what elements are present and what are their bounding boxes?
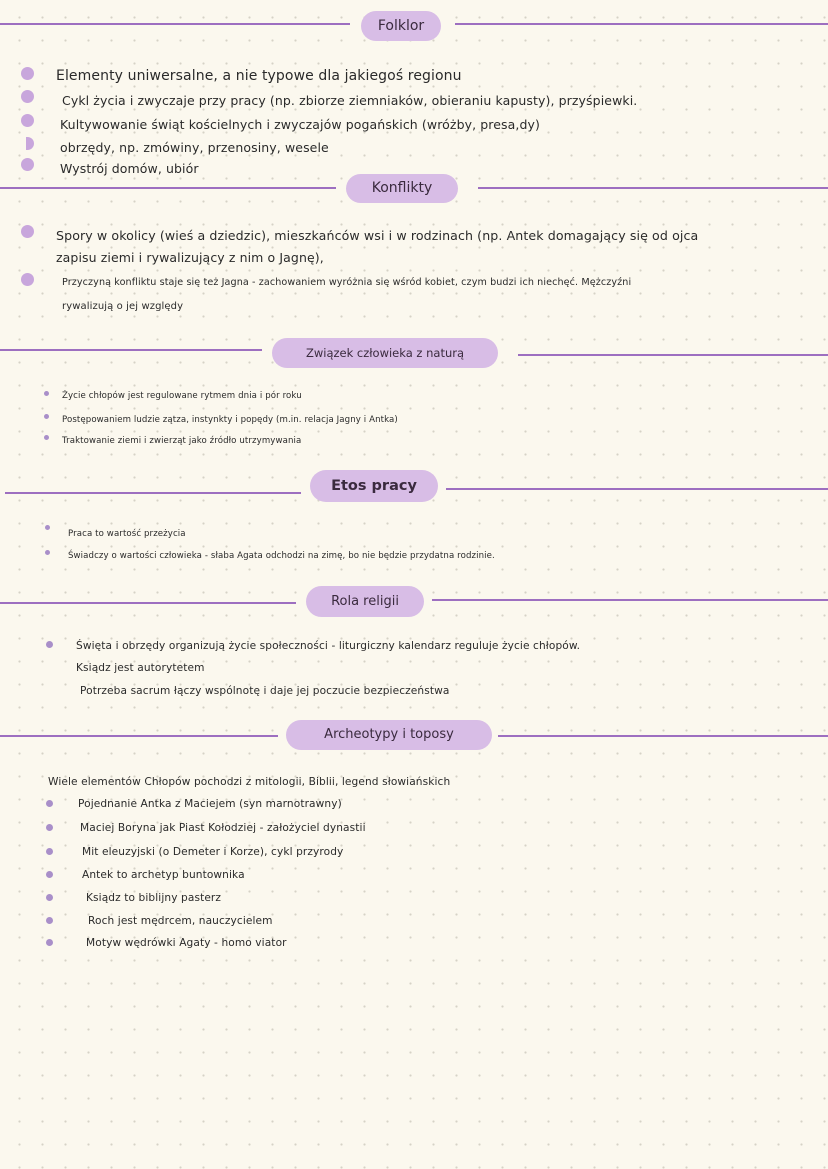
- bullet-dot: [45, 550, 50, 555]
- list-item: Maciej Boryna jak Piast Kołodziej - założyciel dynastii: [80, 822, 366, 834]
- list-item: obrzędy, np. zmówiny, przenosiny, wesele: [60, 140, 329, 155]
- bullet-dot: [46, 871, 53, 878]
- section-zwiazek-z-natura: [0, 335, 828, 455]
- bullet-dot: [21, 114, 34, 127]
- section-rule-left: [0, 23, 350, 25]
- list-item: Ksiądz to biblijny pasterz: [86, 892, 222, 904]
- section-folklor: [0, 0, 828, 180]
- bullet-dot: [21, 67, 34, 80]
- section-title: Związek człowieka z naturą: [272, 338, 498, 368]
- list-item: zapisu ziemi i rywalizujący z nim o Jagnę),: [56, 250, 324, 265]
- list-item: Ksiądz jest autorytetem: [76, 662, 205, 674]
- section-title: Etos pracy: [310, 470, 438, 502]
- list-item: Potrzeba sacrum łączy wspólnotę i daje jej poczucie bezpieczeństwa: [80, 685, 450, 697]
- list-item: Elementy uniwersalne, a nie typowe dla jakiegoś regionu: [56, 68, 462, 84]
- section-rule-right: [432, 599, 828, 601]
- section-title: Archeotypy i toposy: [286, 720, 492, 750]
- list-item: Traktowanie ziemi i zwierząt jako źródło utrzymywania: [62, 436, 302, 446]
- list-item: Przyczyną konfliktu staje się też Jagna - zachowaniem wyróżnia się wśród kobiet, czym budzi ich niechęć. Mężczyźni: [62, 277, 632, 288]
- list-item: Pojednanie Antka z Maciejem (syn marnotrawny): [78, 798, 342, 810]
- bullet-dot: [46, 848, 53, 855]
- list-item: Roch jest mędrcem, nauczycielem: [88, 915, 273, 927]
- list-item: Życie chłopów jest regulowane rytmem dnia i pór roku: [62, 391, 302, 401]
- list-item: Mit eleuzyjski (o Demeter i Korze), cykl przyrody: [82, 846, 344, 858]
- section-konflikty: [0, 172, 828, 322]
- list-item: Wiele elementów Chłopów pochodzi z mitologii, Biblii, legend słowiańskich: [48, 776, 451, 788]
- bullet-dot: [44, 414, 49, 419]
- section-rule-left: [0, 735, 278, 737]
- list-item: Kultywowanie świąt kościelnych i zwyczajów pogańskich (wróżby, presa,dy): [60, 117, 541, 132]
- section-rule-left: [0, 187, 336, 189]
- bullet-dot: [44, 391, 49, 396]
- list-item: Święta i obrzędy organizują życie społeczności - liturgiczny kalendarz reguluje życie chłopów.: [76, 640, 581, 652]
- bullet-dot: [46, 894, 53, 901]
- section-rule-right: [446, 488, 828, 490]
- section-rule-right: [518, 354, 828, 356]
- bullet-dot: [46, 824, 53, 831]
- list-item: Praca to wartość przeżycia: [68, 529, 186, 539]
- section-archeotypy-i-toposy: [0, 718, 828, 958]
- list-item: Antek to archetyp buntownika: [82, 869, 245, 881]
- bullet-dot: [46, 939, 53, 946]
- bullet-dot: [44, 435, 49, 440]
- section-rola-religii: [0, 585, 828, 705]
- section-rule-right: [478, 187, 828, 189]
- section-title: Folklor: [361, 11, 441, 41]
- list-item: Świadczy o wartości człowieka - słaba Agata odchodzi na zimę, bo nie będzie przydatna rodzinie.: [68, 551, 495, 561]
- section-title: Konflikty: [346, 174, 458, 203]
- bullet-dot: [45, 525, 50, 530]
- bullet-dot: [21, 225, 34, 238]
- bullet-dot: [21, 273, 34, 286]
- bullet-dot: [46, 800, 53, 807]
- list-item: Postępowaniem ludzie zątza, instynkty i popędy (m.in. relacja Jagny i Antka): [62, 415, 398, 425]
- list-item: Cykl życia i zwyczaje przy pracy (np. zbiorze ziemniaków, obieraniu kapusty), przyśpiewki.: [62, 93, 638, 108]
- bullet-half-dot: [26, 137, 34, 150]
- section-rule-right: [455, 23, 828, 25]
- section-rule-right: [498, 735, 828, 737]
- list-item: Motyw wędrówki Agaty - homo viator: [86, 937, 287, 949]
- section-etos-pracy: [0, 470, 828, 580]
- list-item: Spory w okolicy (wieś a dziedzic), mieszkańców wsi i w rodzinach (np. Antek domagający się od ojca: [56, 228, 699, 243]
- section-rule-left: [5, 492, 301, 494]
- bullet-dot: [46, 917, 53, 924]
- list-item: rywalizują o jej względy: [62, 301, 184, 312]
- list-item: Wystrój domów, ubiór: [60, 161, 199, 176]
- bullet-dot: [21, 90, 34, 103]
- section-title: Rola religii: [306, 586, 424, 617]
- bullet-dot: [21, 158, 34, 171]
- section-rule-left: [0, 602, 296, 604]
- bullet-dot: [46, 641, 53, 648]
- section-rule-left: [0, 349, 262, 351]
